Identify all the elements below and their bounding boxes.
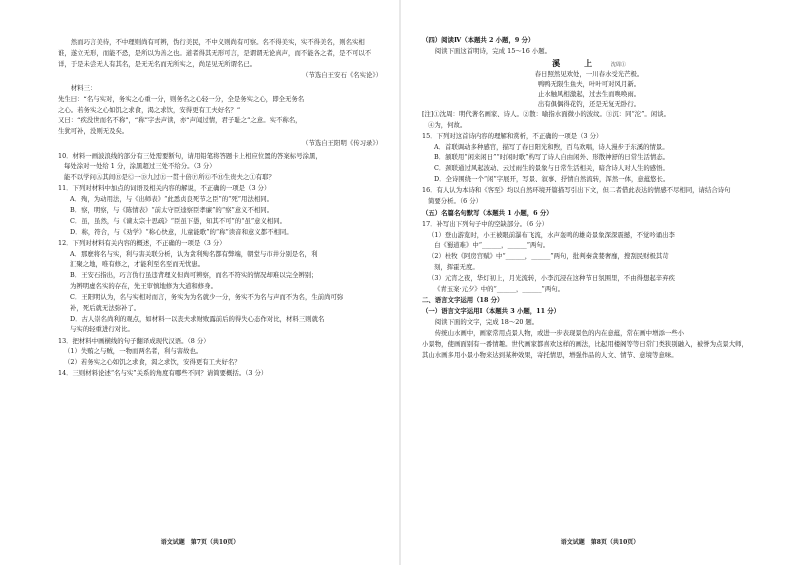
question-10-sentence: 能不以学问Ⓐ其间Ⓑ是Ⓒ一Ⓓ九过Ⓔ一贯十倍Ⓕ所Ⓖ不Ⓗ生贵夫之Ⓘ有耶？ bbox=[64, 173, 275, 182]
q12-option-b-cont: 为辨明虚名实的存在，先王审慎地修为大道和修身。 bbox=[70, 282, 217, 291]
question-10-rule: 每处涂对一处给 1 分，涂黑超过三处不给分。（3 分） bbox=[64, 162, 216, 171]
poem-note-2: ④为，何故。 bbox=[428, 120, 467, 129]
part-2-instruction: 阅读下面的文字，完成 18～20 题。 bbox=[434, 318, 539, 327]
poem-title-text: 溪 上 bbox=[552, 58, 601, 69]
q11-option-b: B．察，明察，与《陈情表》“前太守臣逵察臣孝廉”的“察”意义不相同。 bbox=[70, 205, 274, 214]
question-11: 11．下列对材料中加点的词语及相关内容的解说，不正确的一项是（3 分） bbox=[58, 184, 271, 193]
q15-option-a: A．首联调动多种感官，描写了春日阳光和煦，百鸟欢唱，诗人漫步于东溪的情景。 bbox=[434, 142, 669, 151]
material-3-title: 材料三： bbox=[70, 83, 97, 92]
question-16-cont: 简要分析。（6 分） bbox=[428, 197, 483, 206]
q11-option-a: A．殉，为动用法，与《出师表》“此悉贞良死节之臣”的“死”用法相同。 bbox=[70, 195, 274, 204]
question-13-1: （1）失贿之与贼，一物而两名者，利与害故也。 bbox=[64, 347, 203, 356]
question-17-1: （1）登山游览时，小王被眼前瀑布飞流，水声轰鸣的雄奇景象深深震撼，不觉吟诵出李 bbox=[428, 230, 675, 239]
question-13: 13．把材料中画横线的句子翻译成现代汉语。（8 分） bbox=[58, 336, 210, 345]
m2-line-1: 然而巧言美待，不中理则尚有可辨，伪行美民，不中义则尚有可察。名不得美实，实不得美名，则名实相 bbox=[70, 38, 365, 46]
passage-line-3: 其山水画多用小景小物来达到某种效果，寄托情思，增强作品的人文、情节、意境等意味。 bbox=[422, 350, 678, 359]
m3-line-2: 之心。若务实之心如饥之求食，渴之求饮，安得更有工夫好名？” bbox=[58, 105, 241, 114]
question-16: 16．有人认为本诗和《客至》均以自然环境开篇描写引出下文，但二者借此表达的情感不尽相同，请结合诗句 bbox=[422, 186, 731, 195]
poem-note: [注]①沈周：明代著名画家、诗人。②散：喻指水面微小的波纹。③沉：同“沱”。闲谈。 bbox=[422, 109, 670, 118]
q12-option-c-cont: 补，死后就无法弥补了。 bbox=[70, 303, 141, 312]
m3-line-4: 生犹可补，没则无及矣。 bbox=[58, 127, 129, 136]
question-17-3: （3）元宵之夜，华灯初上，月光流转，小李沉浸在这种节日氛围里，不由得想起辛弃疾 bbox=[428, 273, 675, 282]
source-wang-anshi: （节选自王安石《名实论》） bbox=[302, 71, 382, 80]
q12-option-b: B．王安石指出，巧言伪行虽违背理义但尚可辨察，而名不符实的情况却难以完全辨别； bbox=[70, 271, 318, 280]
poem-author: 沈周① bbox=[610, 62, 626, 69]
section-5-heading: （五）名篇名句默写（本题共 1 小题，6 分） bbox=[422, 208, 553, 217]
section-4-instruction: 阅读下面这首明诗，完成 15～16 小题。 bbox=[434, 46, 551, 55]
m3-line-3: 又曰：“疾没世而名不称”，“称”字去声读，亦“声闻过情，君子耻之”之意。实不称名， bbox=[58, 116, 302, 125]
section-4-heading: （四）阅读Ⅳ（本题共 2 小题，9 分） bbox=[422, 36, 535, 44]
q12-option-a-cont: 汇聚之地，唯有修之，才能利至名至而无忧患。 bbox=[70, 260, 205, 269]
question-10: 10．材料一画波浪线的部分有三处需要断句，请用铅笔将答题卡上相应位置的答案标号涂黑， bbox=[58, 151, 322, 160]
q11-option-d: D．称，符合，与《劝学》“称心快意，儿童能歌”的“称”读音和意义都不相同。 bbox=[70, 227, 293, 236]
q12-option-a: A．那麽将名与实，利与害关联分析，认为贪利殉名都有弊端，朝堂与市井分别是名，利 bbox=[70, 249, 318, 258]
question-17-2-cont: 刻，挥霍无度。 bbox=[434, 263, 479, 272]
right-page bbox=[400, 0, 800, 565]
q12-option-d: D．古人崇名尚利的观点，如材料一以丧夫求财败露前后的得失心态作对比，材料三则就名 bbox=[70, 314, 325, 323]
q12-option-d-cont: 与实的轻重进行对比。 bbox=[70, 325, 134, 334]
passage-line-1: 传统山水画中，画家常用点景人物，或进一步表现景色的内在意蕴，常在画中增添一些小 bbox=[434, 328, 685, 337]
question-12: 12．下列对材料有关内容的概述，不正确的一项是（3 分） bbox=[58, 238, 226, 247]
q15-option-c: C．颈联通过风起波动、云过雨生的景象与日常生活相关，暗含诗人对人生的感悟。 bbox=[434, 164, 669, 173]
m2-line-3: 详，于是未尝无人有其名，是无无名而无所实之，尚足见无所谓名已。 bbox=[58, 59, 257, 68]
right-page-footer: 语文试题 第8页（共10页） bbox=[560, 538, 640, 546]
question-15: 15．下列对这首诗内容的理解和赏析，不正确的一项是（3 分） bbox=[422, 131, 603, 140]
q15-option-d: D．全诗围绕一个“闲”字展开，写景、叙事、抒情自然流转，浑然一体，意蕴悠长。 bbox=[434, 175, 670, 184]
part-2-sub-heading: （一）语言文字运用Ⅰ（本题共 3 小题，11 分） bbox=[422, 307, 561, 316]
poem-line-3: 止水触风相激起，过去生而唤唤雨。 bbox=[537, 90, 641, 99]
question-17-3-cont: 《青玉案·元夕》中的“______，______”两句。 bbox=[434, 284, 564, 293]
part-2-heading: 二、语言文字运用（18 分） bbox=[422, 296, 504, 305]
question-17-2: （2）杜牧《阿房宫赋》中“______，______”两句，批判秦贪婪奢靡，搜刮民财极其苛 bbox=[428, 252, 669, 261]
left-page-footer: 语文试题 第7页（共10页） bbox=[160, 538, 240, 546]
question-17-1-cont: 白《蜀道难》中“______，______”两句。 bbox=[434, 241, 550, 250]
poem-line-1: 春日照然见欢处，一川春水受光芒极。 bbox=[534, 70, 644, 79]
source-wang-yangming: （节选自王阳明《传习录》） bbox=[302, 138, 382, 147]
question-17: 17．补写出下列句子中的空缺部分。（6 分） bbox=[422, 219, 549, 228]
passage-line-2: 小景物，使画面别有一番情趣。世代画家都喜欢这样的画法，比起用楼阁等等日常门类狭别融入，被誉为点景大师， bbox=[422, 339, 748, 348]
q15-option-b: B．颔联用“闲来闲日”“时闲时歌”构写了诗人自由闲外、形散神舒的日常生活情态。 bbox=[434, 153, 670, 162]
q11-option-c: C．虽，虽然，与《谏太宗十思疏》“臣虽下愚，知其不可”的“虽”意义相同。 bbox=[70, 216, 287, 225]
question-14: 14．三则材料论述“名与实”关系的角度有哪些不同？请简要概括。（3 分） bbox=[58, 369, 268, 378]
poem-title bbox=[422, 58, 756, 69]
question-13-2: （2）若务实之心如饥之求食，渴之求饮，安得更有工夫好名？ bbox=[64, 358, 241, 367]
m2-line-2: 谁，遂立无形，而能不恐，是所以为善之也。道者得其无形可言，是谓谓无论真声，而不能各之者，是不可以不 bbox=[58, 48, 372, 57]
q12-option-c: C．王阳明认为，名与实相对而言，务实为为名就少一分，务实不为名与声而不为名，生前尚可弥 bbox=[70, 292, 344, 301]
m3-line-1: 先生曰：“名与实对，务实之心重一分，则务名之心轻一分，全是务实之心，即全无务名 bbox=[58, 94, 305, 103]
poem-line-2: 鸭鸭无限生鱼夫，叶叶可对风月新。 bbox=[537, 80, 641, 89]
poem-line-4: 出有俱偶得花钓，还是无复无卧行。 bbox=[537, 99, 641, 108]
